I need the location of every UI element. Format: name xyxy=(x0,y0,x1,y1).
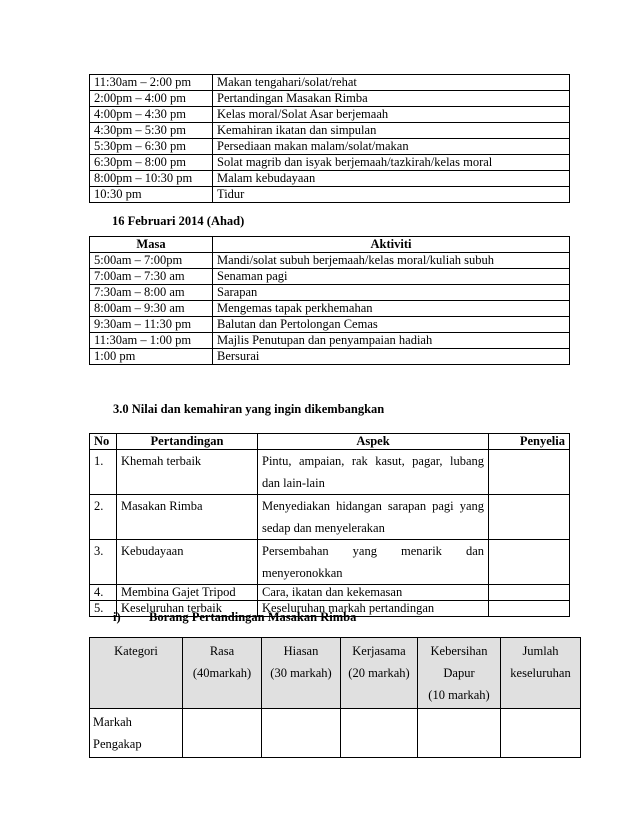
activity-cell: Persediaan makan malam/solat/makan xyxy=(213,139,570,155)
table-row xyxy=(90,585,570,601)
header-hiasan xyxy=(262,638,341,709)
score-cell-kerjasama[interactable] xyxy=(341,709,418,758)
aspect-cell xyxy=(258,450,489,495)
supervisor-cell xyxy=(489,450,570,495)
supervisor-cell xyxy=(489,495,570,540)
header-jumlah-label: Jumlah xyxy=(522,644,559,658)
schedule-day2-table xyxy=(89,236,570,365)
table-row xyxy=(90,91,570,107)
table-row xyxy=(90,495,570,540)
competition-name-cell: Kebudayaan xyxy=(117,540,258,585)
activity-cell: Senaman pagi xyxy=(213,269,570,285)
number-cell: 2. xyxy=(90,495,117,540)
activity-cell: Mengemas tapak perkhemahan xyxy=(213,301,570,317)
aspect-line-2: menyeronokkan xyxy=(262,566,343,580)
aspect-cell xyxy=(258,540,489,585)
competition-name-cell: Membina Gajet Tripod xyxy=(117,585,258,601)
activity-cell: Majlis Penutupan dan penyampaian hadiah xyxy=(213,333,570,349)
column-header-penyelia: Penyelia xyxy=(489,434,570,450)
table-row xyxy=(90,253,570,269)
number-cell: 1. xyxy=(90,450,117,495)
table-row xyxy=(90,317,570,333)
table-row xyxy=(90,349,570,365)
time-cell: 5:00am – 7:00pm xyxy=(90,253,213,269)
time-cell: 4:00pm – 4:30 pm xyxy=(90,107,213,123)
form-heading xyxy=(113,610,356,625)
table-row xyxy=(90,155,570,171)
header-kategori-label: Kategori xyxy=(114,644,158,658)
time-cell: 7:30am – 8:00 am xyxy=(90,285,213,301)
score-cell-hiasan[interactable] xyxy=(262,709,341,758)
table-row xyxy=(90,123,570,139)
supervisor-cell xyxy=(489,601,570,617)
table-row xyxy=(90,139,570,155)
row-label-line-2: Pengakap xyxy=(93,737,142,751)
score-cell-kebersihan[interactable] xyxy=(418,709,501,758)
header-kategori xyxy=(90,638,183,709)
time-cell: 4:30pm – 5:30 pm xyxy=(90,123,213,139)
time-cell: 9:30am – 11:30 pm xyxy=(90,317,213,333)
table-row xyxy=(90,450,570,495)
time-cell: 8:00am – 9:30 am xyxy=(90,301,213,317)
column-header-no: No xyxy=(90,434,117,450)
aspect-line-1: Menyediakan hidangan sarapan pagi yang xyxy=(262,499,484,513)
table-row xyxy=(90,107,570,123)
table-row xyxy=(90,187,570,203)
time-cell: 8:00pm – 10:30 pm xyxy=(90,171,213,187)
table-header-row xyxy=(90,434,570,450)
header-kebersihan xyxy=(418,638,501,709)
table-row xyxy=(90,285,570,301)
activity-cell: Malam kebudayaan xyxy=(213,171,570,187)
activity-cell: Pertandingan Masakan Rimba xyxy=(213,91,570,107)
header-rasa xyxy=(183,638,262,709)
table-row xyxy=(90,75,570,91)
activity-cell: Balutan dan Pertolongan Cemas xyxy=(213,317,570,333)
table-row xyxy=(90,269,570,285)
time-cell: 10:30 pm xyxy=(90,187,213,203)
supervisor-cell xyxy=(489,585,570,601)
header-rasa-marks: (40markah) xyxy=(192,666,252,680)
form-heading-title: Borang Pertandingan Masakan Rimba xyxy=(149,610,357,624)
activity-cell: Kemahiran ikatan dan simpulan xyxy=(213,123,570,139)
header-jumlah-sub: keseluruhan xyxy=(510,666,571,680)
aspect-line-1: Pintu, ampaian, rak kasut, pagar, lubang xyxy=(262,454,484,468)
time-cell: 11:30am – 2:00 pm xyxy=(90,75,213,91)
score-cell-rasa[interactable] xyxy=(183,709,262,758)
table-header-row xyxy=(90,237,570,253)
table-row xyxy=(90,171,570,187)
activity-cell: Makan tengahari/solat/rehat xyxy=(213,75,570,91)
day2-heading: 16 Februari 2014 (Ahad) xyxy=(112,214,245,228)
column-header-masa: Masa xyxy=(90,237,213,253)
activity-cell: Sarapan xyxy=(213,285,570,301)
time-cell: 1:00 pm xyxy=(90,349,213,365)
activity-cell: Bersurai xyxy=(213,349,570,365)
header-kerjasama-marks: (20 markah) xyxy=(348,666,410,680)
row-label-line-1: Markah xyxy=(93,715,132,729)
table-row xyxy=(90,301,570,317)
supervisor-cell xyxy=(489,540,570,585)
column-header-pertandingan: Pertandingan xyxy=(117,434,258,450)
aspect-cell xyxy=(258,495,489,540)
aspect-line-2: dan lain-lain xyxy=(262,476,325,490)
table-row xyxy=(90,333,570,349)
aspect-cell: Keseluruhan markah pertandingan xyxy=(258,601,489,617)
column-header-aspek: Aspek xyxy=(258,434,489,450)
column-header-aktiviti: Aktiviti xyxy=(213,237,570,253)
number-cell: 3. xyxy=(90,540,117,585)
form-heading-number: i) xyxy=(113,610,121,624)
header-hiasan-marks: (30 markah) xyxy=(270,666,332,680)
aspect-line-1: Persembahan yang menarik dan xyxy=(262,544,484,558)
number-cell: 5. xyxy=(90,601,117,617)
aspect-cell: Cara, ikatan dan kekemasan xyxy=(258,585,489,601)
header-kerjasama-label: Kerjasama xyxy=(352,644,406,658)
header-kebersihan-sub: Dapur xyxy=(443,666,475,680)
time-cell: 6:30pm – 8:00 pm xyxy=(90,155,213,171)
number-cell: 4. xyxy=(90,585,117,601)
aspect-line-2: sedap dan menyelerakan xyxy=(262,521,385,535)
time-cell: 2:00pm – 4:00 pm xyxy=(90,91,213,107)
competition-name-cell: Masakan Rimba xyxy=(117,495,258,540)
score-cell-jumlah[interactable] xyxy=(501,709,581,758)
activity-cell: Solat magrib dan isyak berjemaah/tazkirah/kelas moral xyxy=(213,155,570,171)
section3-heading: 3.0 Nilai dan kemahiran yang ingin dikembangkan xyxy=(113,402,385,416)
activity-cell: Mandi/solat subuh berjemaah/kelas moral/kuliah subuh xyxy=(213,253,570,269)
header-kerjasama xyxy=(341,638,418,709)
competition-table xyxy=(89,433,570,617)
table-row xyxy=(90,540,570,585)
header-kebersihan-label: Kebersihan xyxy=(430,644,488,658)
header-hiasan-label: Hiasan xyxy=(283,644,319,658)
competition-name-cell: Khemah terbaik xyxy=(117,450,258,495)
row-label-cell xyxy=(90,709,183,758)
time-cell: 7:00am – 7:30 am xyxy=(90,269,213,285)
competition-name-cell: Keseluruhan terbaik xyxy=(117,601,258,617)
time-cell: 11:30am – 1:00 pm xyxy=(90,333,213,349)
form-score-row xyxy=(90,709,581,758)
header-jumlah xyxy=(501,638,581,709)
time-cell: 5:30pm – 6:30 pm xyxy=(90,139,213,155)
cooking-score-form xyxy=(89,637,581,758)
schedule-day1-table xyxy=(89,74,570,203)
header-rasa-label: Rasa xyxy=(209,644,235,658)
activity-cell: Kelas moral/Solat Asar berjemaah xyxy=(213,107,570,123)
form-header-row xyxy=(90,638,581,709)
header-kebersihan-marks: (10 markah) xyxy=(428,688,490,702)
activity-cell: Tidur xyxy=(213,187,570,203)
